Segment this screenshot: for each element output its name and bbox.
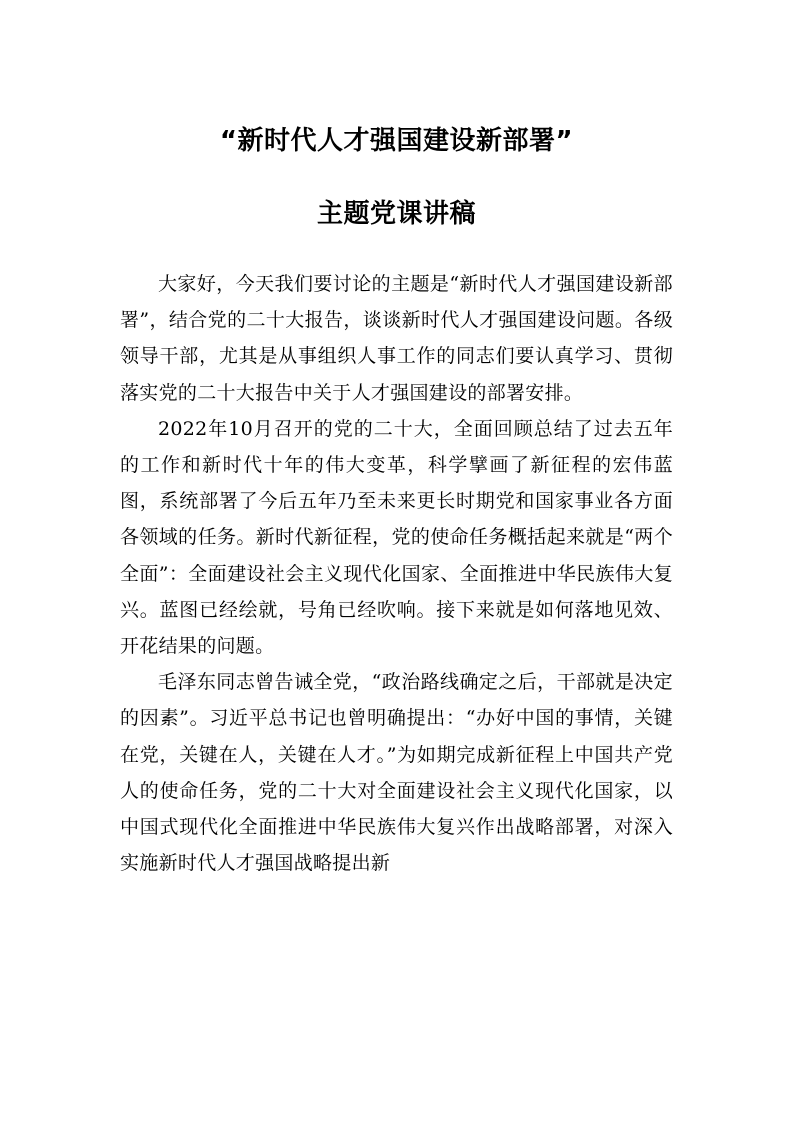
document-title: “新时代人才强国建设新部署” (219, 126, 574, 156)
document-body (120, 266, 673, 881)
document-subtitle: 主题党课讲稿 (316, 199, 476, 229)
paragraph-intro: 大家好，今天我们要讨论的主题是“新时代人才强国建设新部署”，结合党的二十大报告，谈谈新时代人才强国建设问题。各级领导干部，尤其是从事组织人事工作的同志们要认真学习、贯彻落实党的二十大报告中关于人才强国建设的部署安排。 (120, 273, 673, 404)
paragraph-cadres: 毛泽东同志曾告诫全党，“政治路线确定之后，干部就是决定的因素”。习近平总书记也曾明确提出：“办好中国的事情，关键在党，关键在人，关键在人才。”为如期完成新征程上中国共产党人的使命任务，党的二十大对全面建设社会主义现代化国家，以中国式现代化全面推进中华民族伟大复兴作出战略部署，对深入实施新时代人才强国战略提出新 (120, 671, 673, 875)
paragraph-congress: 2022年10月召开的党的二十大，全面回顾总结了过去五年的工作和新时代十年的伟大变革，科学擘画了新征程的宏伟蓝图，系统部署了今后五年乃至未来更长时期党和国家事业各方面各领域的任务。新时代新征程，党的使命任务概括起来就是“两个全面”：全面建设社会主义现代化国家、全面推进中华民族伟大复兴。蓝图已经绘就，号角已经吹响。接下来就是如何落地见效、开花结果的问题。 (120, 417, 673, 658)
